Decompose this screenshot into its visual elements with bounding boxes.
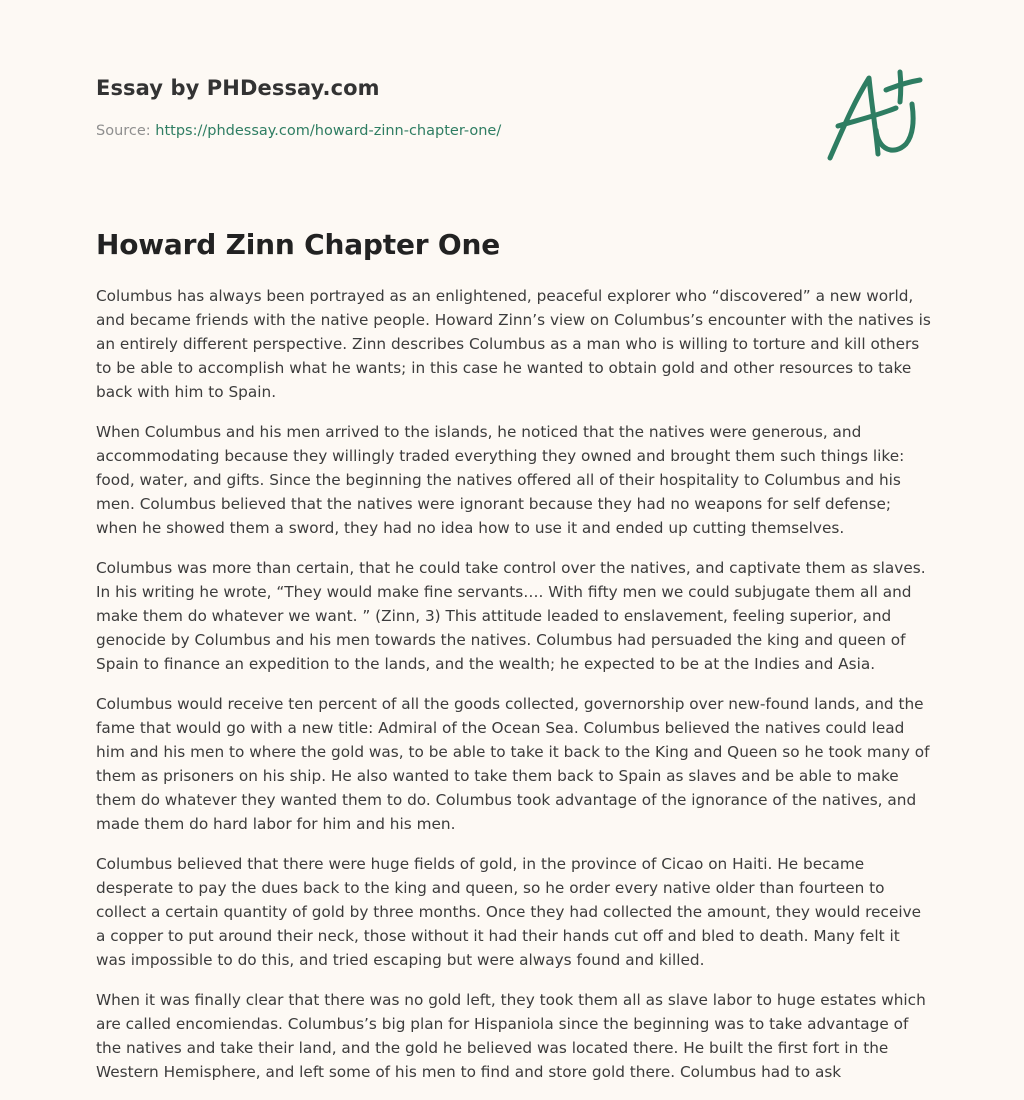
page-header	[96, 0, 931, 180]
essay-paragraph: Columbus was more than certain, that he could take control over the natives, and captivate them as slaves. In his writing he wrote, “They would make fine servants…. With fifty men we could subjugate them all and make them do whatever we want. ” (Zinn, 3) This attitude leaded to enslavement, feeling superior, and genocide by Columbus and his men towards the natives. Columbus had persuaded the king and queen of Spain to finance an expedition to the lands, and the wealth; he expected to be at the Indies and Asia.	[96, 559, 926, 673]
source-label: Source:	[96, 123, 151, 139]
essay-body	[96, 284, 931, 1100]
source-line	[96, 123, 501, 139]
source-link[interactable]: https://phdessay.com/howard-zinn-chapter-one/	[155, 123, 502, 139]
a-plus-grade-icon	[824, 68, 924, 164]
essay-paragraph: Columbus has always been portrayed as an enlightened, peaceful explorer who “discovered” a new world, and became friends with the native people. Howard Zinn’s view on Columbus’s encounter with the natives is an entirely different perspective. Zinn describes Columbus as a man who is willing to torture and kill others to be able to accomplish what he wants; in this case he wanted to obtain gold and other resources to take back with him to Spain.	[96, 287, 931, 401]
essay-page	[96, 0, 931, 1100]
essay-paragraph: When Columbus and his men arrived to the islands, he noticed that the natives were generous, and accommodating because they willingly traded everything they owned and brought them such things like: food, water, and gifts. Since the beginning the natives offered all of their hospitality to Columbus and his men. Columbus believed that the natives were ignorant because they had no weapons for self defense; when he showed them a sword, they had no idea how to use it and ended up cutting themselves.	[96, 423, 905, 537]
essay-title: Howard Zinn Chapter One	[96, 228, 501, 261]
essay-paragraph: When it was finally clear that there was no gold left, they took them all as slave labor to huge estates which are called encomiendas. Columbus’s big plan for Hispaniola since the beginning was to take advantage of the natives and take their land, and the gold he believed was located there. He built the first fort in the Western Hemisphere, and left some of his men to find and store gold there. Columbus had to ask	[96, 991, 926, 1081]
essay-paragraph: Columbus would receive ten percent of all the goods collected, governorship over new-found lands, and the fame that would go with a new title: Admiral of the Ocean Sea. Columbus believed the natives could lead him and his men to where the gold was, to be able to take it back to the King and Queen so he took many of them as prisoners on his ship. He also wanted to take them back to Spain as slaves and be able to make them do whatever they wanted them to do. Columbus took advantage of the ignorance of the natives, and made them do hard labor for him and his men.	[96, 695, 930, 833]
essay-paragraph: Columbus believed that there were huge fields of gold, in the province of Cicao on Haiti. He became desperate to pay the dues back to the king and queen, so he order every native older than fourteen to collect a certain quantity of gold by three months. Once they had collected the amount, they would receive a copper to put around their neck, those without it had their hands cut off and bled to death. Many felt it was impossible to do this, and tried escaping but were always found and killed.	[96, 855, 922, 969]
site-brand: Essay by PHDessay.com	[96, 76, 380, 100]
